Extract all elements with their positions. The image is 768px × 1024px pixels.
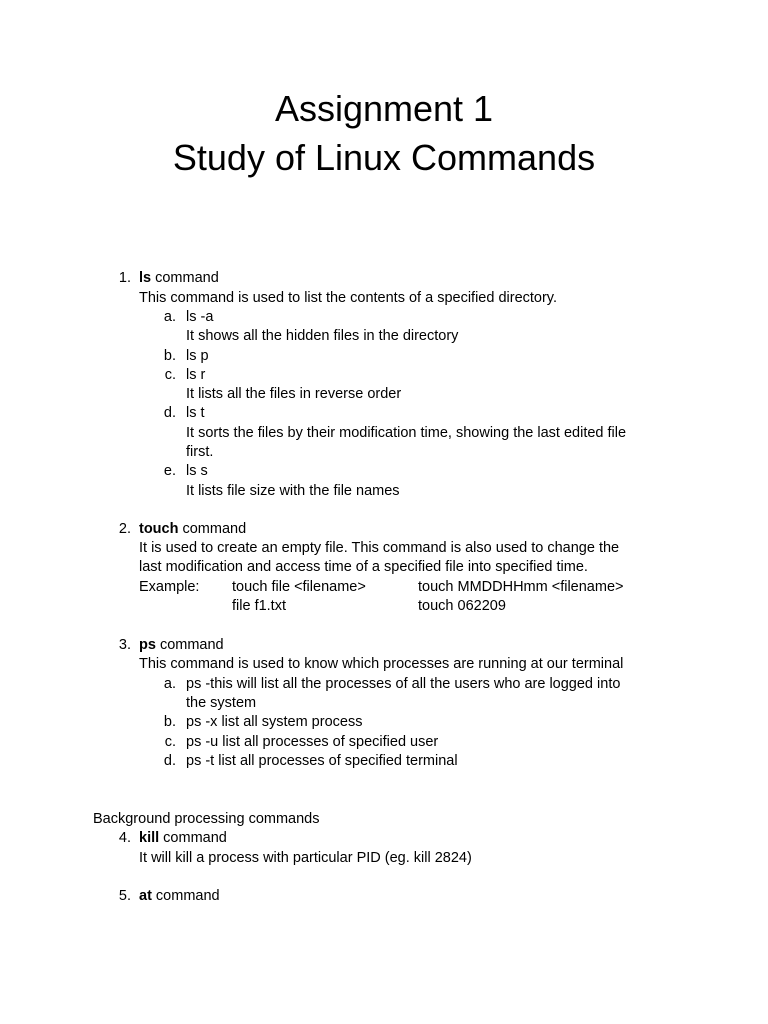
section-4-suffix: command <box>159 830 227 846</box>
section-1-description: This command is used to list the contents of a specified directory. <box>139 290 558 306</box>
section-1-command: ls <box>139 270 152 286</box>
section-1-number: 1. <box>118 270 131 286</box>
section-5-suffix: command <box>151 888 220 904</box>
section-1-item-e-letter: e. <box>163 463 176 479</box>
section-5-heading <box>139 888 220 905</box>
section-3-description: This command is used to know which processes are running at our terminal <box>139 656 624 672</box>
section-1-item-b-letter: b. <box>163 348 176 364</box>
section-3-command: ps <box>139 637 156 653</box>
section-1-item-c-letter: c. <box>164 367 176 383</box>
section-1-item-e-description: It lists file size with the file names <box>186 483 400 499</box>
section-2-example-2: touch MMDDHHmm <filename> <box>418 579 624 595</box>
section-4-command: kill <box>139 830 160 846</box>
section-1-item-d-command: ls t <box>186 405 205 421</box>
section-3-item-d-text: ps -t list all processes of specified terminal <box>186 753 458 769</box>
title-line-1: Assignment 1 <box>274 88 494 129</box>
section-2-description-line-2: last modification and access time of a specified file into specified time. <box>139 559 588 575</box>
section-1-item-b-command: ls p <box>186 348 209 364</box>
section-1-item-c-description: It lists all the files in reverse order <box>186 386 402 402</box>
section-3-item-c-letter: c. <box>164 734 176 750</box>
section-1-item-c-command: ls r <box>186 367 206 383</box>
section-3-heading <box>139 637 224 654</box>
section-4-number: 4. <box>118 830 131 846</box>
section-5-command: at <box>139 888 152 904</box>
section-1-item-e-command: ls s <box>186 463 208 479</box>
section-3-suffix: command <box>155 637 224 653</box>
section-3-item-a-letter: a. <box>163 676 176 692</box>
section-1-item-d-letter: d. <box>163 405 176 421</box>
section-2-suffix: command <box>178 521 247 537</box>
section-3-item-c-text: ps -u list all processes of specified user <box>186 734 439 750</box>
section-1-item-a-letter: a. <box>163 309 176 325</box>
section-2-number: 2. <box>118 521 131 537</box>
section-2-example-1: touch file <filename> <box>232 579 366 595</box>
section-2-example-3: file f1.txt <box>232 598 286 614</box>
section-3-item-b-text: ps -x list all system process <box>186 714 363 730</box>
section-2-description-line-1: It is used to create an empty file. This command is also used to change the <box>139 540 620 556</box>
section-1-item-d-description-line-2: first. <box>186 444 214 460</box>
section-3-item-b-letter: b. <box>163 714 176 730</box>
section-4-description: It will kill a process with particular PID (eg. kill 2824) <box>139 850 472 866</box>
section-2-heading <box>139 521 246 538</box>
section-3-item-d-letter: d. <box>163 753 176 769</box>
section-2-example-label: Example: <box>139 579 200 595</box>
section-1-item-d-description-line-1: It sorts the files by their modification time, showing the last edited file <box>186 425 627 441</box>
background-processing-heading: Background processing commands <box>93 811 320 827</box>
section-3-item-a-text-line-2: the system <box>186 695 257 711</box>
section-1-heading <box>139 270 219 287</box>
section-3-item-a-text-line-1: ps -this will list all the processes of all the users who are logged into <box>186 676 621 692</box>
section-5-number: 5. <box>118 888 131 904</box>
section-1-item-a-command: ls -a <box>186 309 214 325</box>
section-3-number: 3. <box>118 637 131 653</box>
section-2-command: touch <box>139 521 179 537</box>
section-1-suffix: command <box>151 270 219 286</box>
section-1-item-a-description: It shows all the hidden files in the directory <box>186 328 459 344</box>
section-2-example-4: touch 062209 <box>418 598 506 614</box>
section-4-heading <box>139 830 227 847</box>
title-line-2: Study of Linux Commands <box>172 137 596 178</box>
